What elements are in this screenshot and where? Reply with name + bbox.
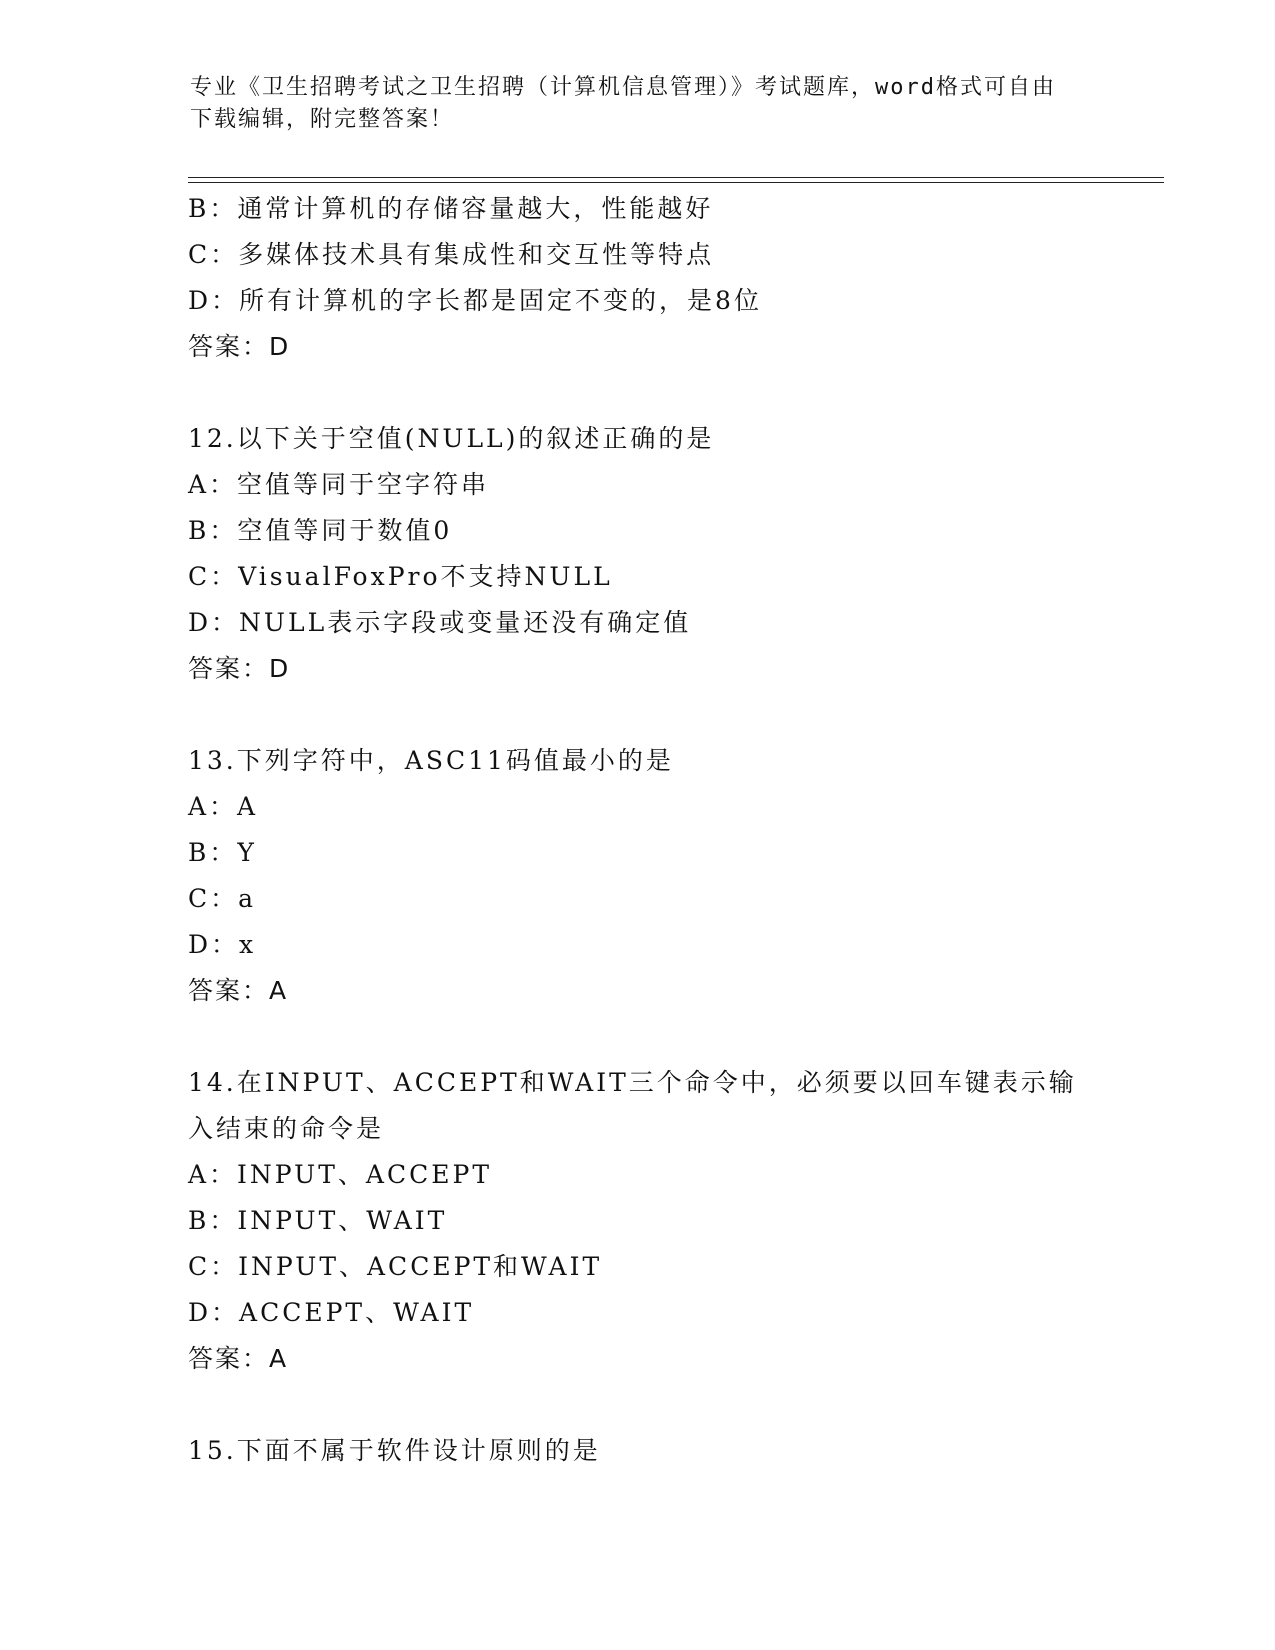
option-a: A：空值等同于空字符串 (188, 470, 490, 499)
question-text: 15.下面不属于软件设计原则的是 (188, 1436, 601, 1465)
option-b: B：Y (188, 838, 257, 867)
question-14 (188, 1060, 1148, 1382)
option-d: D：NULL表示字段或变量还没有确定值 (188, 608, 692, 637)
option-d: D：ACCEPT、WAIT (188, 1298, 475, 1327)
question-text: 13.下列字符中，ASC11码值最小的是 (188, 746, 674, 775)
spacer (188, 1014, 1148, 1060)
option-c: C：INPUT、ACCEPT和WAIT (188, 1252, 603, 1281)
answer: 答案：D (188, 332, 291, 361)
option-b: B：INPUT、WAIT (188, 1206, 448, 1235)
option-d: D：所有计算机的字长都是固定不变的，是8位 (188, 286, 762, 315)
document-header: 专业《卫生招聘考试之卫生招聘（计算机信息管理）》考试题库，word格式可自由下载编辑，附完整答案！ (190, 75, 1056, 132)
spacer (188, 1382, 1148, 1428)
option-b: B：空值等同于数值0 (188, 516, 453, 545)
question-12 (188, 416, 1148, 692)
header-divider-bottom (188, 182, 1164, 183)
question-15 (188, 1428, 1148, 1474)
header-divider-top (188, 177, 1164, 178)
question-13 (188, 738, 1148, 1014)
spacer (188, 370, 1148, 416)
question-text: 14.在INPUT、ACCEPT和WAIT三个命令中，必须要以回车键表示输入结束的命令是 (188, 1068, 1077, 1143)
answer: 答案：A (188, 976, 289, 1005)
option-b: B：通常计算机的存储容量越大，性能越好 (188, 194, 714, 223)
option-d: D：x (188, 930, 257, 959)
option-c: C：多媒体技术具有集成性和交互性等特点 (188, 240, 715, 269)
option-a: A：A (188, 792, 259, 821)
option-c: C：VisualFoxPro不支持NULL (188, 562, 613, 591)
spacer (188, 692, 1148, 738)
answer: 答案：A (188, 1344, 289, 1373)
option-a: A：INPUT、ACCEPT (188, 1160, 492, 1189)
question-list (188, 186, 1148, 1474)
option-c: C：a (188, 884, 257, 913)
answer: 答案：D (188, 654, 291, 683)
question-text: 12.以下关于空值(NULL)的叙述正确的是 (188, 424, 715, 453)
question-11 (188, 186, 1148, 370)
